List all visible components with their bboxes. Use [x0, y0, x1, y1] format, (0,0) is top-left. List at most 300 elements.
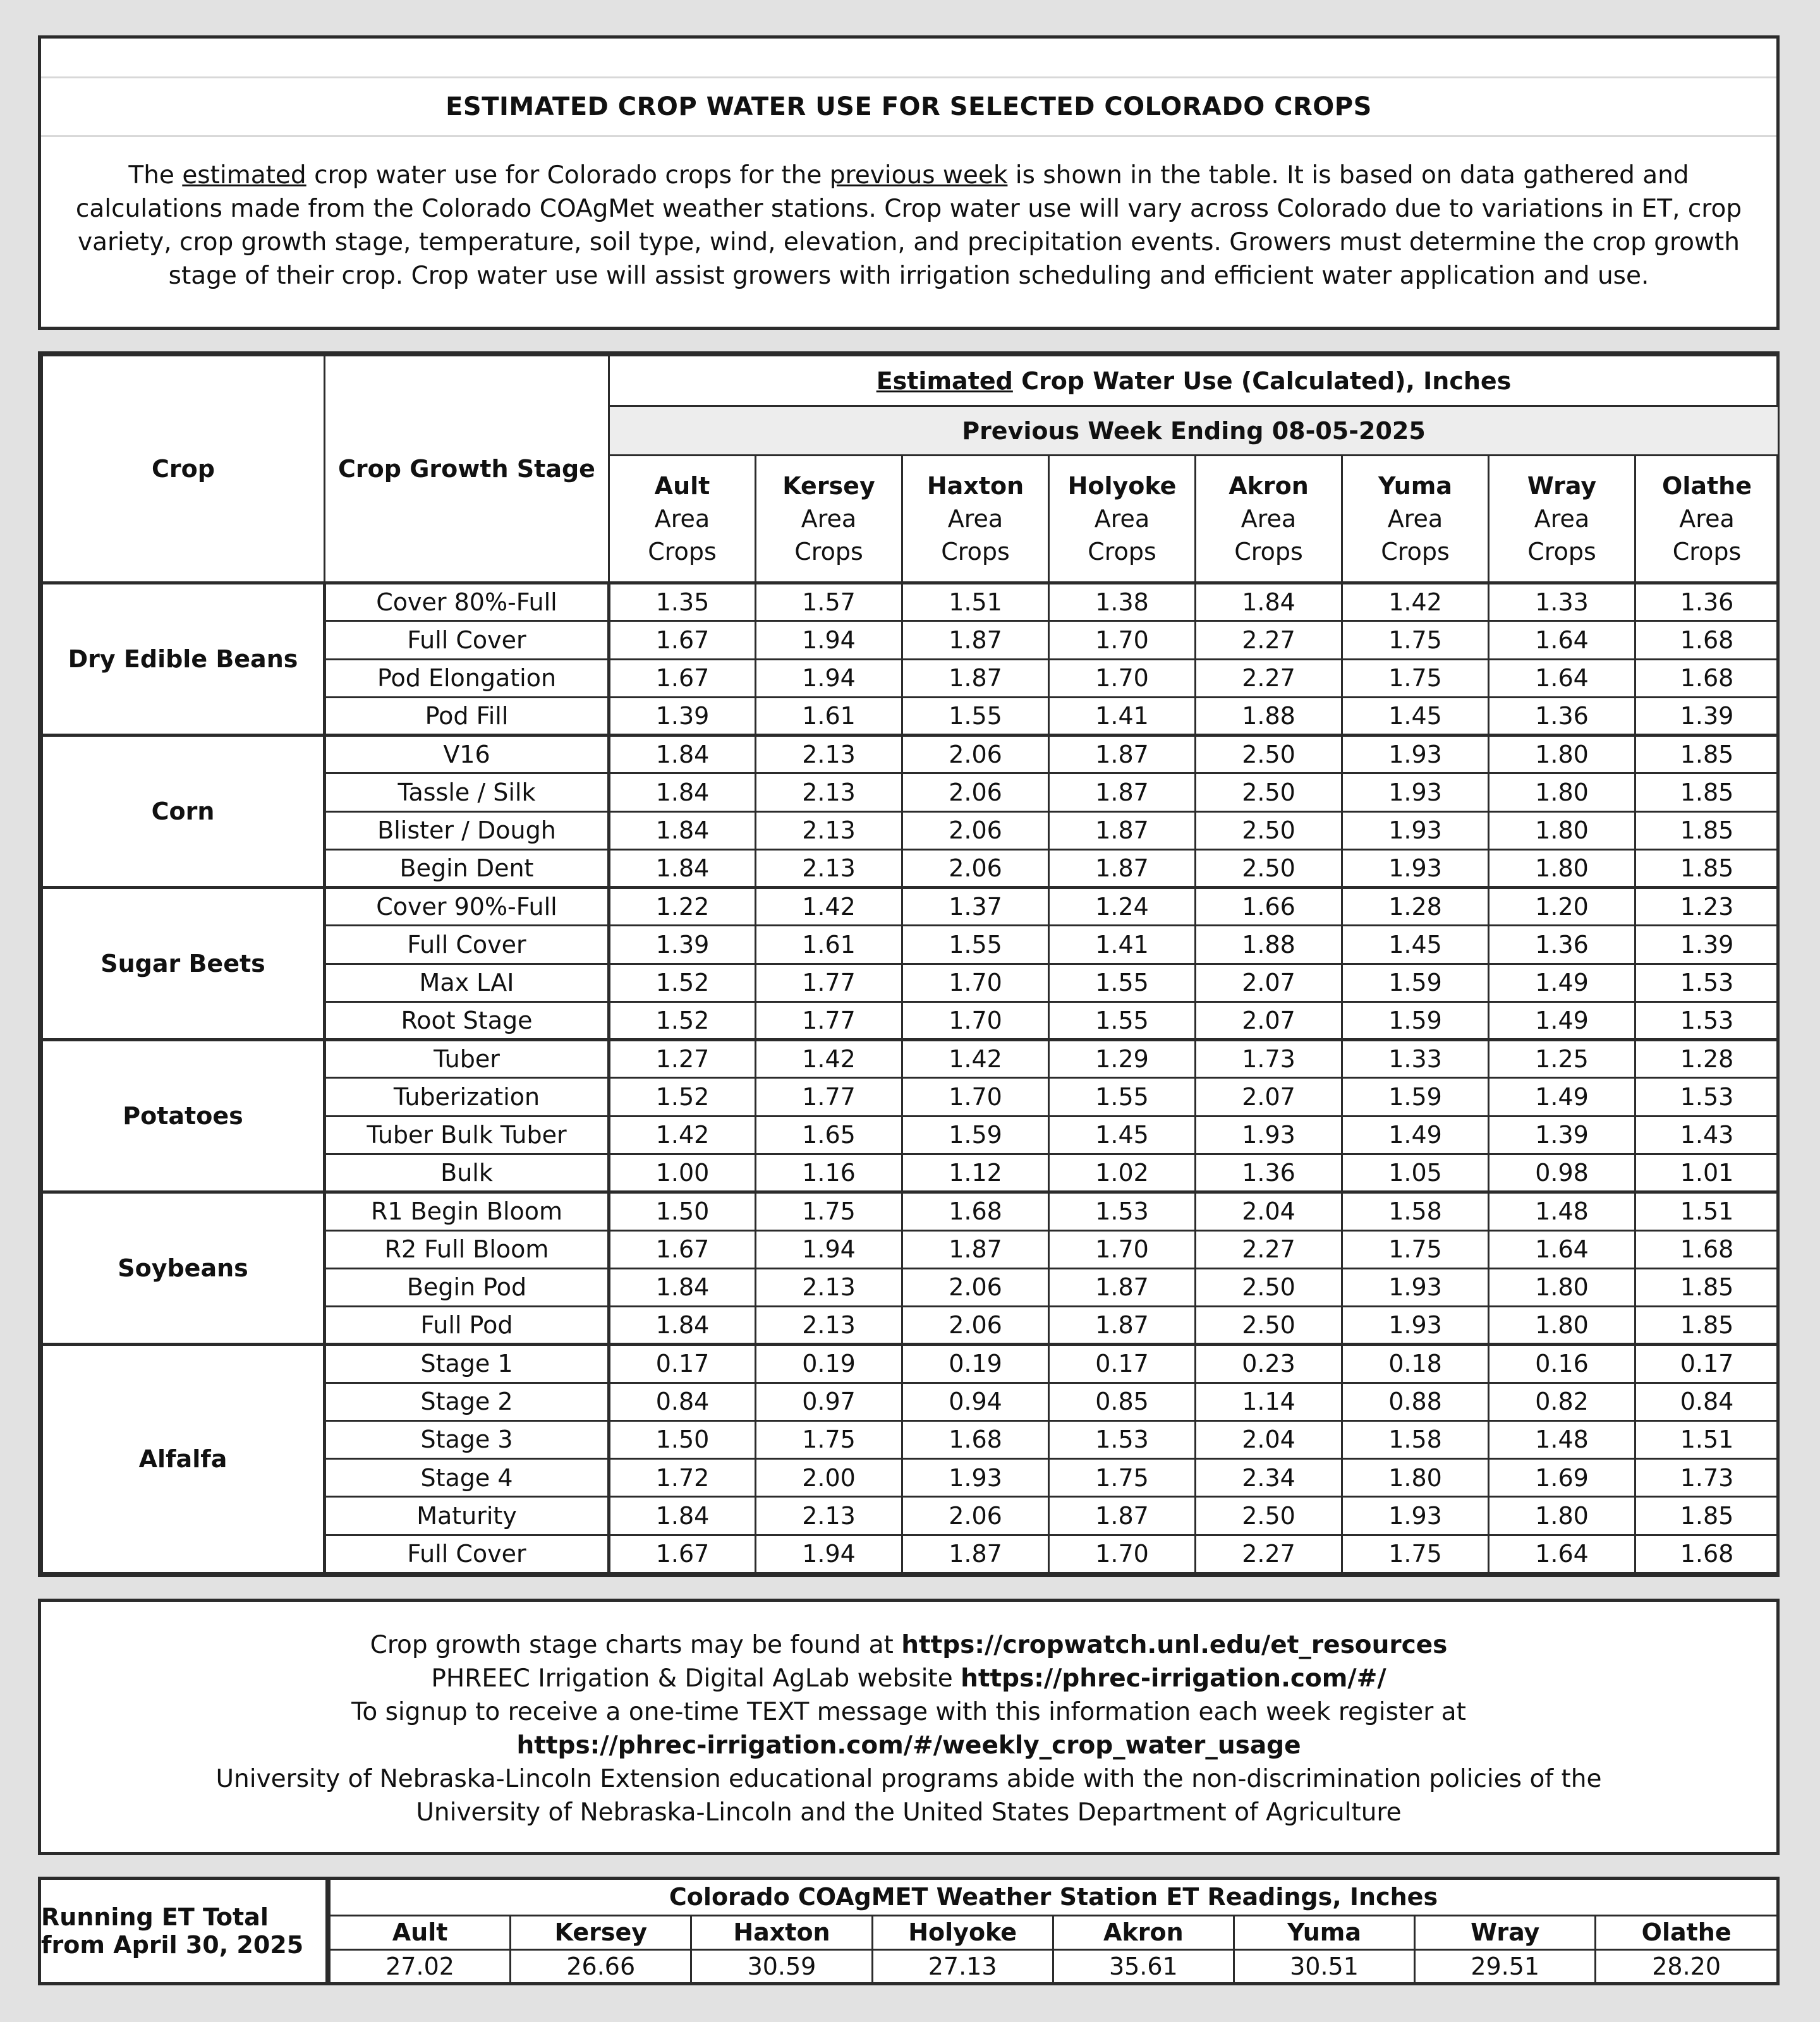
water-use-value-cell: 1.68	[902, 1192, 1049, 1230]
water-use-value-cell: 1.93	[1342, 811, 1489, 849]
growth-stage-cell: Max LAI	[325, 964, 609, 1002]
growth-stage-cell: Tuberization	[325, 1078, 609, 1116]
water-use-value-cell: 0.84	[1635, 1383, 1779, 1420]
growth-stage-cell: Stage 3	[325, 1420, 609, 1458]
water-use-value-cell: 1.93	[1342, 736, 1489, 773]
table-row	[42, 1345, 1779, 1383]
water-use-value-cell: 0.88	[1342, 1383, 1489, 1420]
growth-stage-cell: Pod Fill	[325, 697, 609, 735]
water-use-value-cell: 1.48	[1489, 1420, 1635, 1458]
intro-estimated-underlined: estimated	[182, 161, 306, 190]
water-use-value-cell: 2.06	[902, 1307, 1049, 1345]
running-et-label: Running ET Total from April 30, 2025	[41, 1880, 329, 1982]
water-use-value-cell: 1.94	[756, 1230, 902, 1268]
water-use-value-cell: 1.58	[1342, 1420, 1489, 1458]
water-use-value-cell: 1.28	[1635, 1040, 1779, 1078]
water-use-value-cell: 0.82	[1489, 1383, 1635, 1420]
water-use-value-cell: 0.23	[1196, 1345, 1342, 1383]
water-use-value-cell: 1.93	[1342, 1307, 1489, 1345]
crops-label: Crops	[648, 538, 717, 566]
water-use-value-cell: 1.64	[1489, 1535, 1635, 1573]
et-location-akron: Akron	[1053, 1915, 1234, 1949]
water-use-value-cell: 1.93	[1342, 1268, 1489, 1306]
water-use-value-cell: 1.85	[1635, 773, 1779, 811]
water-use-value-cell: 1.59	[1342, 964, 1489, 1002]
water-use-value-cell: 1.25	[1489, 1040, 1635, 1078]
water-use-value-cell: 1.75	[1342, 1535, 1489, 1573]
notes-line-1-text: Crop growth stage charts may be found at	[370, 1631, 902, 1659]
page-title: ESTIMATED CROP WATER USE FOR SELECTED COLORADO CROPS	[446, 92, 1372, 121]
water-use-value-cell: 1.57	[756, 583, 902, 621]
water-use-value-cell: 1.87	[1049, 1307, 1196, 1345]
growth-stage-cell: Cover 90%-Full	[325, 888, 609, 926]
water-use-value-cell: 0.18	[1342, 1345, 1489, 1383]
water-use-value-cell: 2.00	[756, 1459, 902, 1497]
et-value-olathe: 28.20	[1596, 1949, 1776, 1982]
water-use-value-cell: 1.41	[1049, 697, 1196, 735]
water-use-value-cell: 1.85	[1635, 811, 1779, 849]
location-name: Akron	[1228, 472, 1309, 500]
water-use-value-cell: 0.17	[1049, 1345, 1196, 1383]
water-use-value-cell: 2.06	[902, 849, 1049, 887]
area-label: Area	[654, 505, 710, 533]
area-label: Area	[947, 505, 1004, 533]
estimated-underlined: Estimated	[876, 366, 1013, 395]
water-use-value-cell: 1.75	[756, 1192, 902, 1230]
notes-line-2-text: PHREEC Irrigation & Digital AgLab website	[431, 1664, 961, 1693]
water-use-value-cell: 1.75	[1049, 1459, 1196, 1497]
water-use-value-cell: 1.80	[1489, 773, 1635, 811]
location-header-ault	[609, 456, 756, 583]
et-readings-table	[329, 1880, 1776, 1982]
water-use-value-cell: 1.00	[609, 1154, 756, 1192]
crop-name-cell: Alfalfa	[42, 1345, 325, 1573]
area-label: Area	[1241, 505, 1297, 533]
growth-stage-cell: R2 Full Bloom	[325, 1230, 609, 1268]
water-use-value-cell: 1.64	[1489, 621, 1635, 659]
intro-part-3: crop water use for Colorado crops for the	[306, 161, 830, 190]
et-value-kersey: 26.66	[511, 1949, 691, 1982]
water-use-value-cell: 2.50	[1196, 773, 1342, 811]
growth-stage-cell: Full Cover	[325, 926, 609, 964]
water-use-value-cell: 2.27	[1196, 659, 1342, 697]
water-use-value-cell: 1.93	[1196, 1116, 1342, 1154]
water-use-value-cell: 1.39	[609, 697, 756, 735]
weekly-usage-link[interactable]: https://phrec-irrigation.com/#/weekly_crop_water_usage	[516, 1731, 1301, 1760]
water-use-value-cell: 0.16	[1489, 1345, 1635, 1383]
water-use-value-cell: 1.36	[1489, 697, 1635, 735]
table-row	[42, 888, 1779, 926]
water-use-value-cell: 1.50	[609, 1420, 756, 1458]
water-use-value-cell: 1.27	[609, 1040, 756, 1078]
water-use-value-cell: 1.84	[609, 773, 756, 811]
water-use-value-cell: 1.87	[1049, 1268, 1196, 1306]
water-use-value-cell: 1.59	[902, 1116, 1049, 1154]
water-use-value-cell: 1.87	[1049, 849, 1196, 887]
water-use-value-cell: 2.13	[756, 1497, 902, 1535]
water-use-value-cell: 1.55	[902, 697, 1049, 735]
water-use-value-cell: 2.04	[1196, 1192, 1342, 1230]
water-use-value-cell: 1.85	[1635, 849, 1779, 887]
crops-label: Crops	[1672, 538, 1742, 566]
water-use-value-cell: 1.84	[1196, 583, 1342, 621]
water-use-value-cell: 1.59	[1342, 1002, 1489, 1039]
water-use-value-cell: 1.49	[1342, 1116, 1489, 1154]
water-use-value-cell: 1.36	[1635, 583, 1779, 621]
water-use-value-cell: 1.80	[1489, 849, 1635, 887]
water-use-value-cell: 1.87	[902, 1230, 1049, 1268]
growth-stage-cell: Begin Pod	[325, 1268, 609, 1306]
water-use-value-cell: 1.75	[756, 1420, 902, 1458]
water-use-value-cell: 2.50	[1196, 1307, 1342, 1345]
growth-stage-cell: Tassle / Silk	[325, 773, 609, 811]
intro-part-1: The	[128, 161, 183, 190]
water-use-value-cell: 1.72	[609, 1459, 756, 1497]
phrec-link[interactable]: https://phrec-irrigation.com/#/	[961, 1664, 1386, 1693]
water-use-value-cell: 1.64	[1489, 659, 1635, 697]
water-use-value-cell: 1.94	[756, 1535, 902, 1573]
location-name: Holyoke	[1067, 472, 1177, 500]
location-name: Wray	[1527, 472, 1597, 500]
et-value-ault: 27.02	[330, 1949, 511, 1982]
water-use-value-cell: 1.39	[1635, 926, 1779, 964]
water-use-value-cell: 1.33	[1489, 583, 1635, 621]
water-use-value-cell: 1.84	[609, 849, 756, 887]
location-name: Yuma	[1378, 472, 1453, 500]
water-use-value-cell: 1.67	[609, 1535, 756, 1573]
water-use-value-cell: 1.61	[756, 697, 902, 735]
notes-line-1	[54, 1628, 1764, 1662]
et-readings-panel	[38, 1877, 1780, 1985]
water-use-value-cell: 2.06	[902, 736, 1049, 773]
water-use-value-cell: 2.06	[902, 811, 1049, 849]
water-use-value-cell: 1.87	[902, 621, 1049, 659]
water-use-value-cell: 1.39	[609, 926, 756, 964]
water-use-value-cell: 2.07	[1196, 964, 1342, 1002]
growth-stage-cell: Stage 2	[325, 1383, 609, 1420]
et-value-akron: 35.61	[1053, 1949, 1234, 1982]
water-use-value-cell: 1.24	[1049, 888, 1196, 926]
water-use-value-cell: 1.68	[1635, 659, 1779, 697]
crops-label: Crops	[1234, 538, 1303, 566]
water-use-value-cell: 1.73	[1635, 1459, 1779, 1497]
water-use-value-cell: 1.85	[1635, 1268, 1779, 1306]
water-use-value-cell: 1.80	[1489, 811, 1635, 849]
water-use-value-cell: 1.49	[1489, 1078, 1635, 1116]
water-use-value-cell: 1.88	[1196, 926, 1342, 964]
et-value-yuma: 30.51	[1234, 1949, 1414, 1982]
water-use-value-cell: 2.27	[1196, 1535, 1342, 1573]
location-name: Olathe	[1662, 472, 1752, 500]
week-ending-header: Previous Week Ending 08-05-2025	[609, 406, 1779, 456]
location-header-haxton	[902, 456, 1049, 583]
water-use-value-cell: 1.93	[902, 1459, 1049, 1497]
water-use-value-cell: 1.45	[1049, 1116, 1196, 1154]
water-use-value-cell: 1.55	[1049, 964, 1196, 1002]
crop-name-cell: Sugar Beets	[42, 888, 325, 1040]
water-use-value-cell: 1.42	[756, 1040, 902, 1078]
estimated-use-header	[609, 356, 1779, 406]
location-header-akron	[1196, 456, 1342, 583]
water-use-value-cell: 1.70	[1049, 659, 1196, 697]
water-use-value-cell: 1.22	[609, 888, 756, 926]
growth-stage-cell: Full Cover	[325, 1535, 609, 1573]
water-use-value-cell: 1.94	[756, 659, 902, 697]
water-use-value-cell: 1.28	[1342, 888, 1489, 926]
water-use-value-cell: 1.87	[1049, 736, 1196, 773]
water-use-value-cell: 2.13	[756, 736, 902, 773]
water-use-value-cell: 0.98	[1489, 1154, 1635, 1192]
estimated-use-header-rest: Crop Water Use (Calculated), Inches	[1012, 366, 1512, 395]
water-use-value-cell: 1.75	[1342, 621, 1489, 659]
water-use-value-cell: 1.77	[756, 1078, 902, 1116]
growth-stage-cell: Bulk	[325, 1154, 609, 1192]
water-use-value-cell: 1.80	[1489, 1497, 1635, 1535]
water-use-value-cell: 1.55	[902, 926, 1049, 964]
table-row	[42, 1192, 1779, 1230]
cropwatch-link[interactable]: https://cropwatch.unl.edu/et_resources	[901, 1631, 1448, 1659]
growth-stage-cell: Tuber Bulk Tuber	[325, 1116, 609, 1154]
area-label: Area	[1534, 505, 1590, 533]
water-use-value-cell: 1.85	[1635, 736, 1779, 773]
et-location-holyoke: Holyoke	[872, 1915, 1053, 1949]
water-use-value-cell: 1.52	[609, 964, 756, 1002]
water-use-value-cell: 1.84	[609, 1497, 756, 1535]
water-use-value-cell: 2.27	[1196, 1230, 1342, 1268]
water-use-value-cell: 1.51	[1635, 1192, 1779, 1230]
crop-water-use-table	[41, 354, 1780, 1574]
water-use-value-cell: 1.45	[1342, 697, 1489, 735]
water-use-value-cell: 1.87	[1049, 1497, 1196, 1535]
water-use-value-cell: 1.70	[1049, 1230, 1196, 1268]
crop-column-header: Crop	[42, 356, 325, 583]
water-use-value-cell: 1.69	[1489, 1459, 1635, 1497]
water-use-value-cell: 1.66	[1196, 888, 1342, 926]
water-use-value-cell: 1.33	[1342, 1040, 1489, 1078]
water-use-value-cell: 0.19	[756, 1345, 902, 1383]
water-use-value-cell: 1.53	[1635, 964, 1779, 1002]
water-use-value-cell: 2.50	[1196, 1268, 1342, 1306]
crops-label: Crops	[794, 538, 863, 566]
et-value-wray: 29.51	[1415, 1949, 1596, 1982]
water-use-value-cell: 0.94	[902, 1383, 1049, 1420]
water-use-value-cell: 2.13	[756, 849, 902, 887]
notes-line-2	[54, 1662, 1764, 1695]
water-use-value-cell: 1.77	[756, 1002, 902, 1039]
water-use-value-cell: 1.42	[609, 1116, 756, 1154]
water-use-value-cell: 1.50	[609, 1192, 756, 1230]
growth-stage-cell: V16	[325, 736, 609, 773]
growth-stage-cell: Blister / Dough	[325, 811, 609, 849]
water-use-value-cell: 0.17	[609, 1345, 756, 1383]
growth-stage-cell: Maturity	[325, 1497, 609, 1535]
water-use-value-cell: 1.70	[902, 964, 1049, 1002]
water-use-value-cell: 1.67	[609, 621, 756, 659]
water-use-value-cell: 1.70	[1049, 1535, 1196, 1573]
location-header-olathe	[1635, 456, 1779, 583]
notes-line-3: To signup to receive a one-time TEXT message with this information each week register at	[351, 1698, 1466, 1726]
water-use-value-cell: 1.51	[1635, 1420, 1779, 1458]
growth-stage-cell: Root Stage	[325, 1002, 609, 1039]
water-use-value-cell: 0.17	[1635, 1345, 1779, 1383]
notes-text	[54, 1628, 1764, 1829]
water-use-value-cell: 1.43	[1635, 1116, 1779, 1154]
water-use-value-cell: 1.93	[1342, 1497, 1489, 1535]
water-use-value-cell: 2.13	[756, 811, 902, 849]
water-use-value-cell: 1.53	[1635, 1078, 1779, 1116]
water-use-value-cell: 1.65	[756, 1116, 902, 1154]
water-use-value-cell: 1.48	[1489, 1192, 1635, 1230]
crop-name-cell: Potatoes	[42, 1040, 325, 1192]
area-label: Area	[1094, 505, 1150, 533]
water-use-value-cell: 0.84	[609, 1383, 756, 1420]
water-use-value-cell: 1.35	[609, 583, 756, 621]
water-use-value-cell: 2.07	[1196, 1002, 1342, 1039]
water-use-value-cell: 1.94	[756, 621, 902, 659]
table-row	[42, 736, 1779, 773]
water-use-value-cell: 1.93	[1342, 773, 1489, 811]
water-use-value-cell: 1.93	[1342, 849, 1489, 887]
water-use-value-cell: 1.14	[1196, 1383, 1342, 1420]
water-use-value-cell: 1.61	[756, 926, 902, 964]
water-use-value-cell: 1.29	[1049, 1040, 1196, 1078]
area-label: Area	[801, 505, 857, 533]
crop-name-cell: Dry Edible Beans	[42, 583, 325, 736]
location-header-wray	[1489, 456, 1635, 583]
water-use-value-cell: 2.50	[1196, 849, 1342, 887]
water-use-value-cell: 1.68	[1635, 1535, 1779, 1573]
water-use-value-cell: 1.87	[902, 659, 1049, 697]
et-location-ault: Ault	[330, 1915, 511, 1949]
water-use-value-cell: 1.51	[902, 583, 1049, 621]
table-row	[42, 1040, 1779, 1078]
water-use-value-cell: 1.77	[756, 964, 902, 1002]
water-use-value-cell: 1.05	[1342, 1154, 1489, 1192]
growth-stage-cell: Stage 1	[325, 1345, 609, 1383]
water-use-value-cell: 1.87	[1049, 811, 1196, 849]
crops-label: Crops	[941, 538, 1010, 566]
water-use-value-cell: 1.42	[902, 1040, 1049, 1078]
water-use-value-cell: 1.42	[1342, 583, 1489, 621]
water-use-value-cell: 1.67	[609, 1230, 756, 1268]
location-name: Haxton	[926, 472, 1024, 500]
crops-label: Crops	[1527, 538, 1596, 566]
water-use-value-cell: 1.80	[1342, 1459, 1489, 1497]
location-header-yuma	[1342, 456, 1489, 583]
water-use-value-cell: 1.38	[1049, 583, 1196, 621]
water-use-value-cell: 1.80	[1489, 1307, 1635, 1345]
notes-line-4	[54, 1729, 1764, 1762]
water-use-value-cell: 1.58	[1342, 1192, 1489, 1230]
water-use-value-cell: 1.80	[1489, 736, 1635, 773]
notes-panel	[38, 1599, 1780, 1855]
growth-stage-cell: Full Pod	[325, 1307, 609, 1345]
water-use-value-cell: 1.23	[1635, 888, 1779, 926]
water-use-value-cell: 1.01	[1635, 1154, 1779, 1192]
water-use-value-cell: 1.41	[1049, 926, 1196, 964]
growth-stage-cell: Pod Elongation	[325, 659, 609, 697]
growth-stage-cell: Cover 80%-Full	[325, 583, 609, 621]
et-value-haxton: 30.59	[691, 1949, 872, 1982]
water-use-value-cell: 1.39	[1489, 1116, 1635, 1154]
crop-name-cell: Corn	[42, 736, 325, 888]
water-use-value-cell: 1.42	[756, 888, 902, 926]
intro-panel	[38, 35, 1780, 330]
notes-line-6: University of Nebraska-Lincoln and the United States Department of Agriculture	[416, 1798, 1402, 1827]
water-use-value-cell: 1.53	[1635, 1002, 1779, 1039]
intro-previous-week-underlined: previous week	[829, 161, 1008, 190]
water-use-value-cell: 1.88	[1196, 697, 1342, 735]
water-use-value-cell: 1.39	[1635, 697, 1779, 735]
water-use-value-cell: 1.85	[1635, 1307, 1779, 1345]
crop-water-use-table-panel	[38, 351, 1780, 1577]
et-value-holyoke: 27.13	[872, 1949, 1053, 1982]
water-use-value-cell: 1.68	[1635, 1230, 1779, 1268]
water-use-value-cell: 2.06	[902, 1268, 1049, 1306]
water-use-value-cell: 1.64	[1489, 1230, 1635, 1268]
water-use-value-cell: 2.06	[902, 773, 1049, 811]
growth-stage-cell: Full Cover	[325, 621, 609, 659]
water-use-value-cell: 2.07	[1196, 1078, 1342, 1116]
water-use-value-cell: 2.13	[756, 773, 902, 811]
et-location-yuma: Yuma	[1234, 1915, 1414, 1949]
location-header-kersey	[756, 456, 902, 583]
crop-name-cell: Soybeans	[42, 1192, 325, 1345]
water-use-value-cell: 2.13	[756, 1268, 902, 1306]
intro-part-5: is shown in the table. It is based on data gathered and calculations made from the Colorado COAgMet weather stations. Crop water use will vary across Colorado due to variations in ET, crop variety, crop growth stage, temperature, soil type, wind, elevation, and precipitation events. Growers must determine the crop growth stage of their crop. Crop water use will assist growers with irrigation scheduling and efficient water application and use.	[75, 161, 1742, 290]
water-use-value-cell: 2.50	[1196, 736, 1342, 773]
crops-label: Crops	[1088, 538, 1156, 566]
water-use-value-cell: 2.50	[1196, 1497, 1342, 1535]
water-use-value-cell: 1.36	[1489, 926, 1635, 964]
water-use-value-cell: 1.55	[1049, 1002, 1196, 1039]
water-use-value-cell: 1.68	[902, 1420, 1049, 1458]
water-use-value-cell: 1.70	[902, 1078, 1049, 1116]
et-location-haxton: Haxton	[691, 1915, 872, 1949]
et-location-olathe: Olathe	[1596, 1915, 1776, 1949]
water-use-value-cell: 1.52	[609, 1002, 756, 1039]
water-use-value-cell: 0.85	[1049, 1383, 1196, 1420]
water-use-value-cell: 1.36	[1196, 1154, 1342, 1192]
water-use-value-cell: 2.13	[756, 1307, 902, 1345]
area-label: Area	[1387, 505, 1443, 533]
water-use-value-cell: 1.75	[1342, 659, 1489, 697]
water-use-value-cell: 1.20	[1489, 888, 1635, 926]
water-use-value-cell: 1.02	[1049, 1154, 1196, 1192]
water-use-value-cell: 1.73	[1196, 1040, 1342, 1078]
location-header-holyoke	[1049, 456, 1196, 583]
water-use-value-cell: 1.68	[1635, 621, 1779, 659]
water-use-value-cell: 1.49	[1489, 964, 1635, 1002]
water-use-value-cell: 1.85	[1635, 1497, 1779, 1535]
water-use-value-cell: 0.97	[756, 1383, 902, 1420]
water-use-value-cell: 1.53	[1049, 1192, 1196, 1230]
growth-stage-cell: Begin Dent	[325, 849, 609, 887]
water-use-value-cell: 2.34	[1196, 1459, 1342, 1497]
water-use-value-cell: 1.45	[1342, 926, 1489, 964]
water-use-value-cell: 2.04	[1196, 1420, 1342, 1458]
et-readings-title: Colorado COAgMET Weather Station ET Readings, Inches	[330, 1880, 1777, 1915]
water-use-value-cell: 2.50	[1196, 811, 1342, 849]
water-use-value-cell: 1.84	[609, 1307, 756, 1345]
et-location-kersey: Kersey	[511, 1915, 691, 1949]
title-row	[41, 76, 1776, 137]
water-use-value-cell: 1.70	[902, 1002, 1049, 1039]
water-use-value-cell: 1.12	[902, 1154, 1049, 1192]
water-use-value-cell: 1.52	[609, 1078, 756, 1116]
water-use-value-cell: 1.87	[1049, 773, 1196, 811]
growth-stage-cell: R1 Begin Bloom	[325, 1192, 609, 1230]
